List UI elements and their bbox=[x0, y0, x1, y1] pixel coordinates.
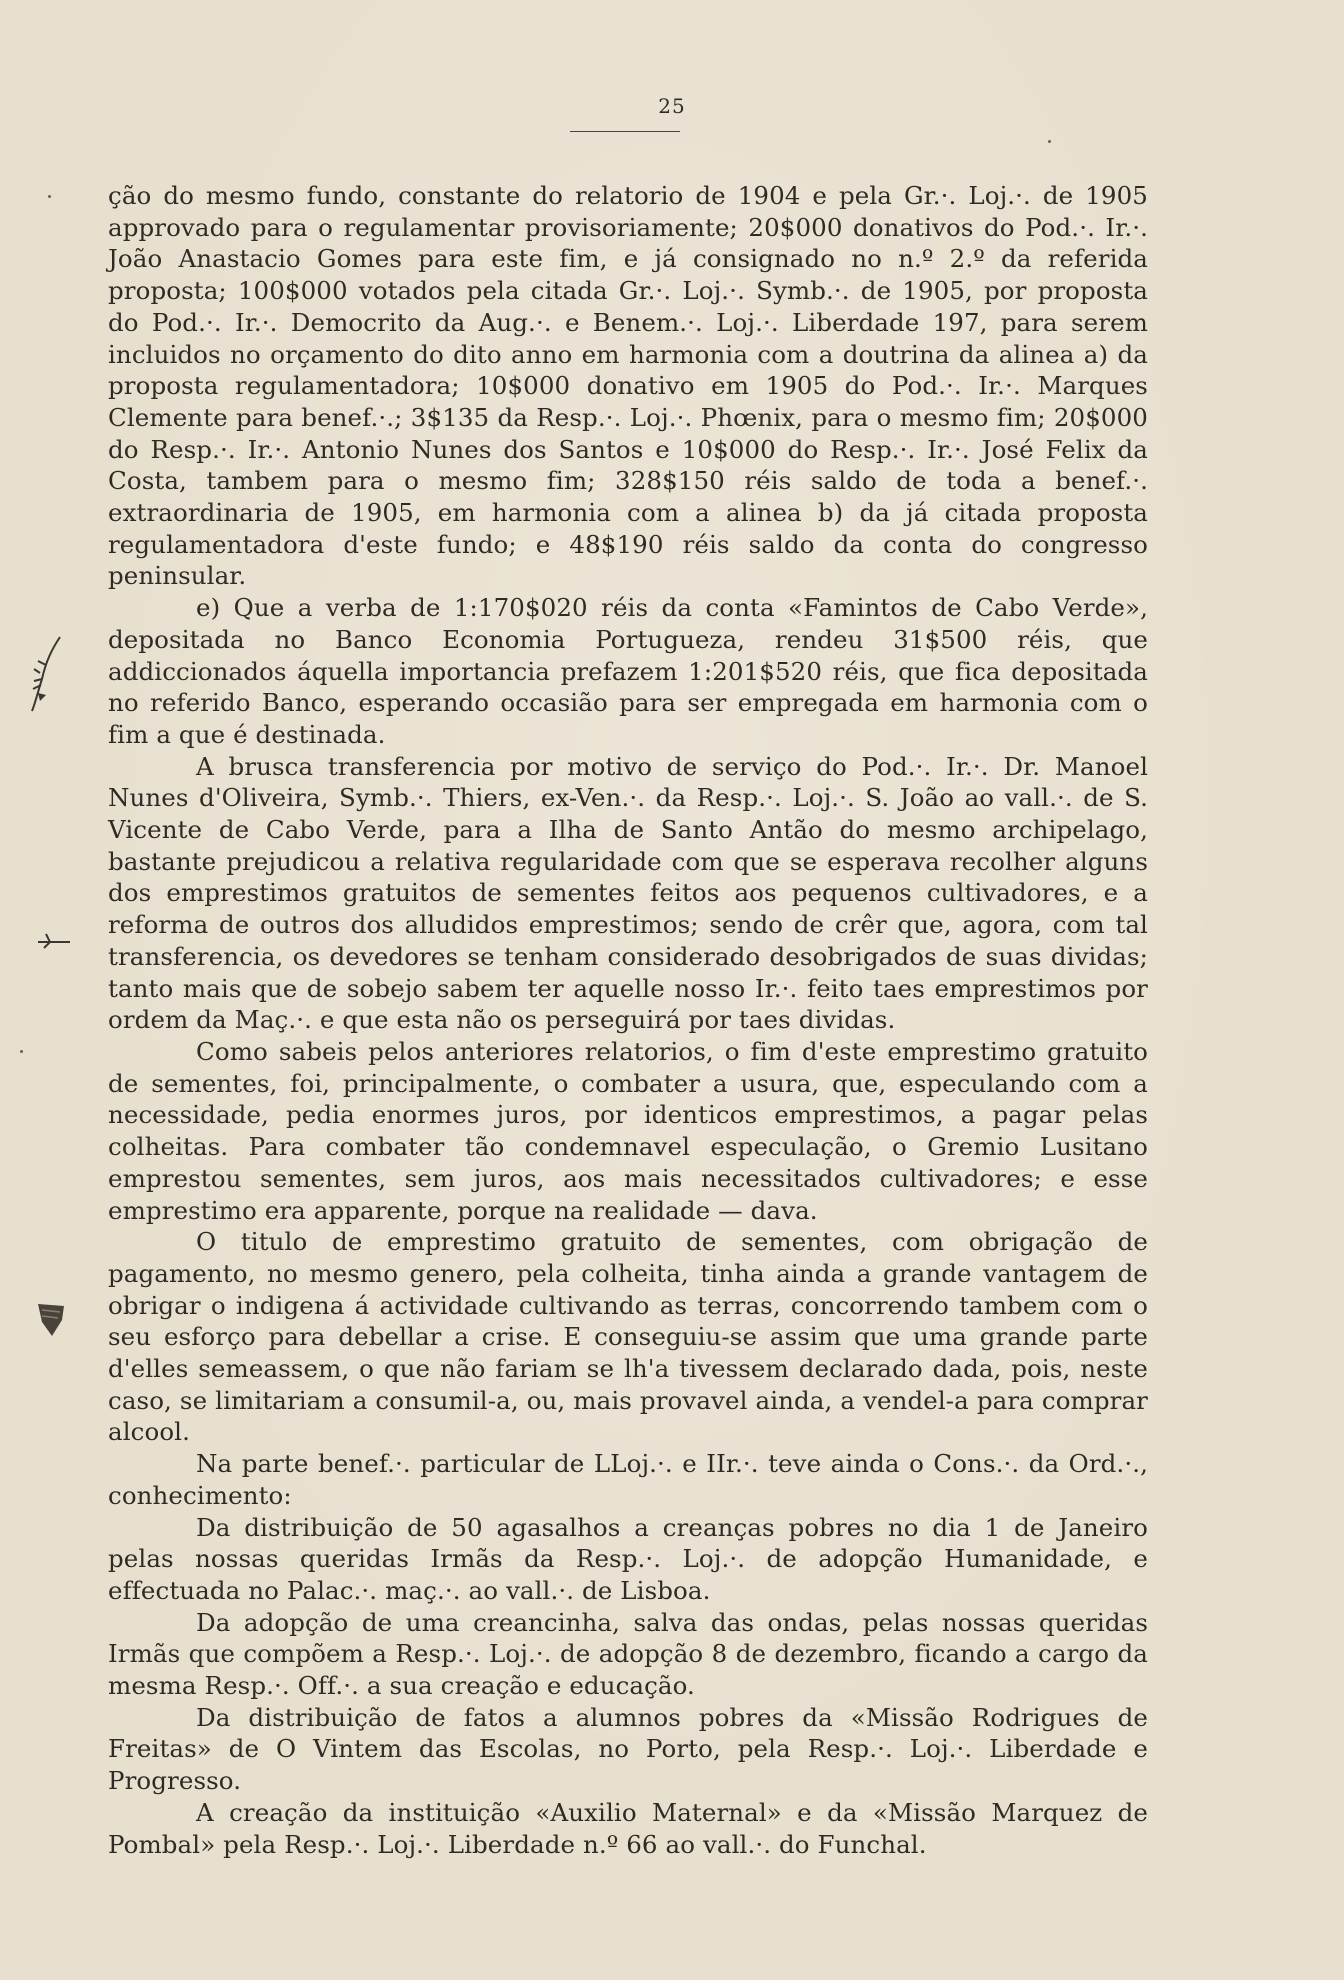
paragraph-6: Na parte benef.·. particular de LLoj.·. e IIr.·. teve ainda o Cons.·. da Ord.·., conhecimento: bbox=[108, 1449, 1148, 1510]
page-number: 25 bbox=[658, 94, 686, 118]
paragraph-9: Da distribuição de fatos a alumnos pobres da «Missão Rodrigues de Freitas» de O Vintem das Escolas, no Porto, pela Resp.·. Loj.·. Liberdade e Progresso. bbox=[108, 1702, 1148, 1796]
margin-arrow-mark bbox=[36, 930, 72, 950]
paragraph-7: Da distribuição de 50 agasalhos a creanças pobres no dia 1 de Janeiro pelas nossas queridas Irmãs da Resp.·. Loj.·. de adopção Humanidade, e effectuada no Palac.·. maç.·. ao vall.·. de Lisboa. bbox=[108, 1512, 1148, 1605]
body-text bbox=[108, 180, 1148, 1860]
speck bbox=[48, 195, 51, 198]
paragraph-8: Da adopção de uma creancinha, salva das ondas, pelas nossas queridas Irmãs que compõem a Resp.·. Loj.·. de adopção 8 de dezembro, ficando a cargo da mesma Resp.·. Off.·. a sua creação e educação. bbox=[108, 1607, 1148, 1701]
speck bbox=[20, 1050, 23, 1053]
paragraph-5: O titulo de emprestimo gratuito de sementes, com obrigação de pagamento, no mesmo genero, pela colheita, tinha ainda a grande vantagem de obrigar o indigena á actividade cultivando as terras, concorrendo tambem com o seu esforço para debellar a crise. E conseguiu-se assim que uma grande parte d'elles semeassem, o que não fariam se lh'a tivessem declarado dada, pois, neste caso, se limitariam a consumil-a, ou, mais provavel ainda, a vendel-a para comprar alcool. bbox=[108, 1227, 1148, 1447]
margin-fern-mark bbox=[30, 635, 64, 715]
paragraph-2: e) Que a verba de 1:170$020 réis da conta «Famintos de Cabo Verde», depositada no Banco Economia Portugueza, rendeu 31$500 réis, que addiccionados áquella importancia prefazem 1:201$520 réis, que fica depositada no referido Banco, esperando occasião para ser empregada em harmonia com o fim a que é destinada. bbox=[108, 593, 1148, 749]
paragraph-4: Como sabeis pelos anteriores relatorios, o fim d'este emprestimo gratuito de sementes, foi, principalmente, o combater a usura, que, especulando com a necessidade, pedia enormes juros, por identicos emprestimos, a pagar pelas colheitas. Para combater tão condemnavel especulação, o Gremio Lusitano emprestou sementes, sem juros, aos mais necessitados cultivadores; e esse emprestimo era apparente, porque na realidade — dava. bbox=[108, 1036, 1148, 1225]
paragraph-3: A brusca transferencia por motivo de serviço do Pod.·. Ir.·. Dr. Manoel Nunes d'Oliveira, Symb.·. Thiers, ex-Ven.·. da Resp.·. Loj.·. S. João ao vall.·. de S. Vicente de Cabo Verde, para a Ilha de Santo Antão do mesmo archipelago, bastante prejudicou a relativa regularidade com que se esperava recolher alguns dos emprestimos gratuitos de sementes feitos aos pequenos cultivadores, e a reforma de outros dos alludidos emprestimos; sendo de crêr que, agora, com tal transferencia, os devedores se tenham considerado desobrigados de suas dividas; tanto mais que de sobejo sabem ter aquelle nosso Ir.·. feito taes emprestimos por ordem da Maç.·. e que esta não os perseguirá por taes dividas. bbox=[108, 751, 1148, 1035]
header-rule bbox=[570, 131, 680, 132]
paragraph-1: ção do mesmo fundo, constante do relatorio de 1904 e pela Gr.·. Loj.·. de 1905 approvado para o regulamentar provisoriamente; 20$000 donativos do Pod.·. Ir.·. João Anastacio Gomes para este fim, e já consignado no n.º 2.º da referida proposta; 100$000 votados pela citada Gr.·. Loj.·. Symb.·. de 1905, por proposta do Pod.·. Ir.·. Democrito da Aug.·. e Benem.·. Loj.·. Liberdade 197, para serem incluidos no orçamento do dito anno em harmonia com a doutrina da alinea a) da proposta regulamentadora; 10$000 donativo em 1905 do Pod.·. Ir.·. Marques Clemente para benef.·.; 3$135 da Resp.·. Loj.·. Phœnix, para o mesmo fim; 20$000 do Resp.·. Ir.·. Antonio Nunes dos Santos e 10$000 do Resp.·. Ir.·. José Felix da Costa, tambem para o mesmo fim; 328$150 réis saldo de toda a benef.·. extraordinaria de 1905, em harmonia com a alinea b) da já citada proposta regulamentadora d'este fundo; e 48$190 réis saldo da conta do congresso peninsular. bbox=[108, 181, 1148, 591]
margin-stamp-mark bbox=[34, 1300, 68, 1340]
paragraph-10: A creação da instituição «Auxilio Maternal» e da «Missão Marquez de Pombal» pela Resp.·. Loj.·. Liberdade n.º 66 ao vall.·. do Funchal. bbox=[108, 1797, 1148, 1859]
speck bbox=[1048, 140, 1051, 143]
